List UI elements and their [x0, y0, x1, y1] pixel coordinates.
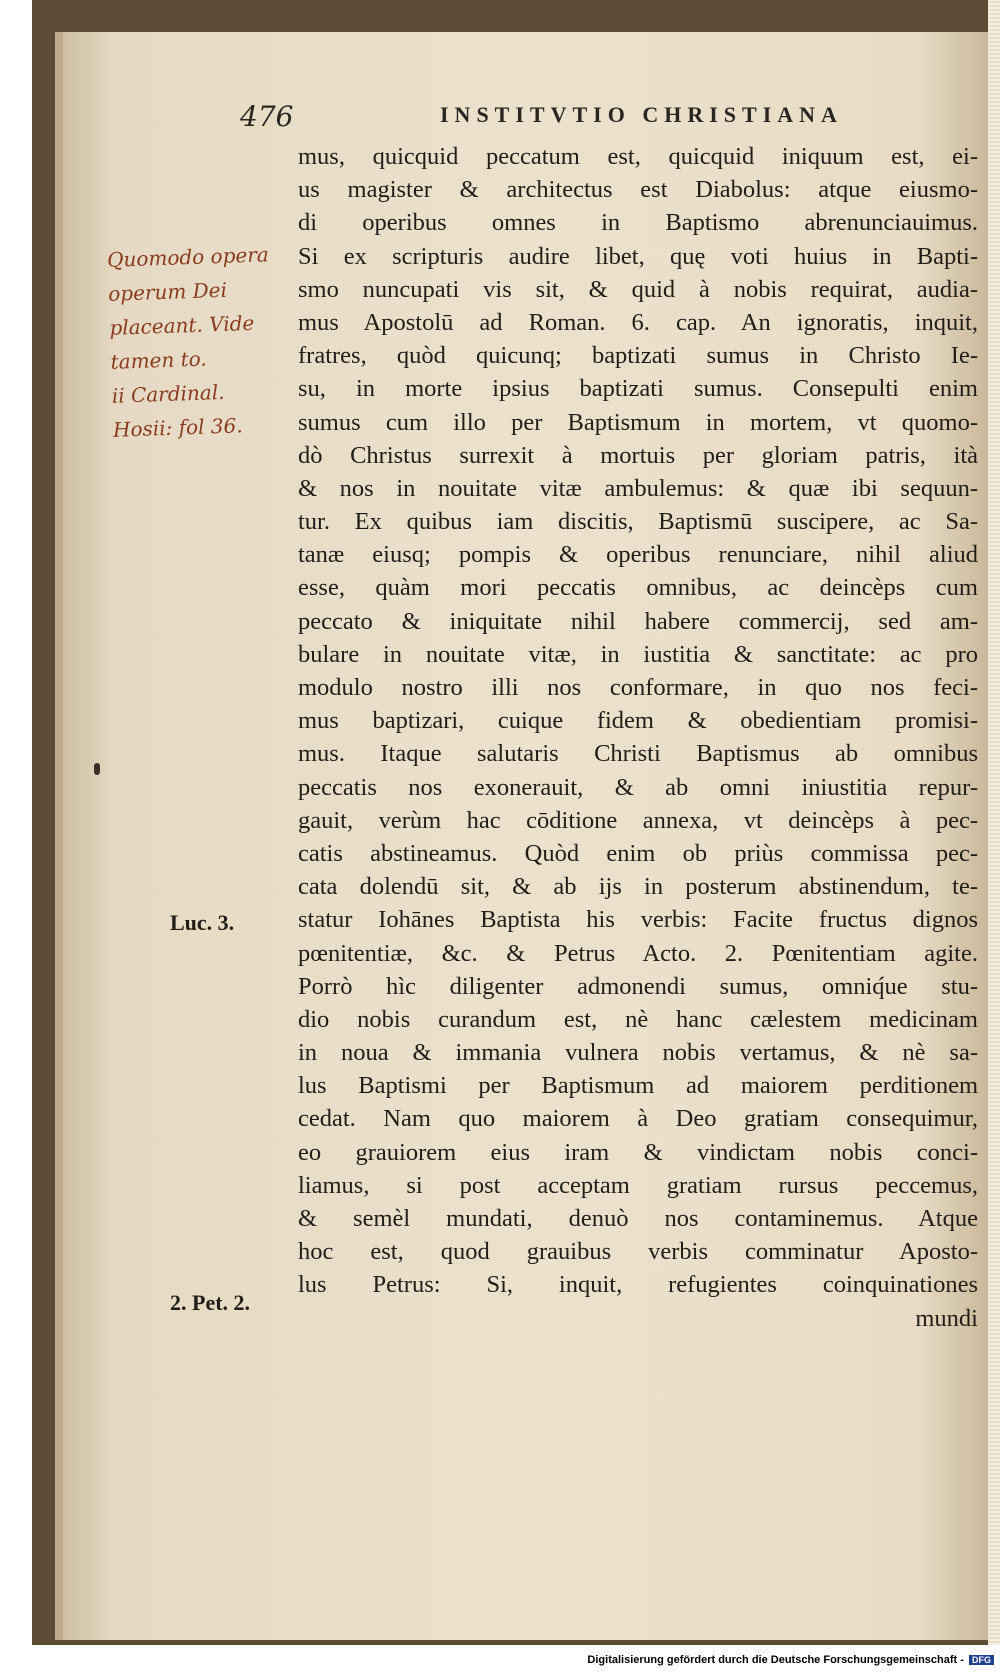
- body-line: mundi: [915, 1304, 978, 1332]
- body-line: lus Baptismi per Baptismum ad maiorem perditionem: [298, 1072, 978, 1100]
- body-line: tanæ eiusq; pompis & operibus renunciare, nihil aliud: [298, 541, 978, 569]
- body-line: bulare in nouitate vitæ, in iustitia & sanctitate: ac pro: [298, 640, 978, 668]
- body-line: liamus, si post acceptam gratiam rursus peccemus,: [298, 1171, 978, 1199]
- page-fore-edge: [988, 0, 1000, 1645]
- handwritten-margin-note: [106, 237, 278, 447]
- body-line: mus, quicquid peccatum est, quicquid iniquum est, ei-: [298, 143, 978, 170]
- body-line: statur Iohānes Baptista his verbis: Facite fructus dignos: [298, 906, 978, 934]
- page-number: 476: [240, 100, 294, 133]
- body-line: peccatis nos exonerauit, & ab omni iniustitia repur-: [298, 773, 978, 801]
- handwritten-line: operum Dei: [107, 277, 228, 306]
- body-line: mus Apostolū ad Roman. 6. cap. An ignoratis, inquit,: [298, 308, 978, 336]
- body-line: smo nuncupati vis sit, & quid à nobis requirat, audia-: [298, 275, 978, 303]
- body-line: su, in morte ipsius baptizati sumus. Consepulti enim: [298, 375, 978, 403]
- handwritten-line: Hosii: fol 36.: [112, 413, 243, 442]
- body-text: [298, 140, 978, 1335]
- body-line: sumus cum illo per Baptismum in mortem, vt quomo-: [298, 408, 978, 436]
- body-line: fratres, quòd quicunq; baptizati sumus in Christo Ie-: [298, 342, 978, 370]
- body-line: peccato & iniquitate nihil habere commercij, sed am-: [298, 607, 978, 635]
- body-line: cedat. Nam quo maiorem à Deo gratiam consequimur,: [298, 1105, 978, 1133]
- body-line: hoc est, quod grauibus verbis comminatur Aposto-: [298, 1238, 978, 1266]
- body-line: dio nobis curandum est, nè hanc cælestem medicinam: [298, 1005, 978, 1033]
- handwritten-line: Quomodo opera: [106, 242, 270, 272]
- page-header: [240, 100, 940, 133]
- body-line: & semèl mundati, denuò nos contaminemus. Atque: [298, 1205, 978, 1232]
- body-line: di operibus omnes in Baptismo abrenunciauimus.: [298, 209, 978, 237]
- digitization-credit: [587, 1654, 994, 1666]
- body-line: cata dolendū sit, & ab ijs in posterum abstinendum, te-: [298, 873, 978, 901]
- credit-text: Digitalisierung gefördert durch die Deutsche Forschungsgemeinschaft -: [587, 1654, 964, 1666]
- margin-reference-peter: 2. Pet. 2.: [170, 1290, 251, 1315]
- body-line: us magister & architectus est Diabolus: atque eiusmo-: [298, 176, 978, 204]
- body-line: eo grauiorem eius iram & vindictam nobis conci-: [298, 1138, 978, 1166]
- body-line: dò Christus surrexit à mortuis per gloriam patris, ità: [298, 441, 978, 469]
- ink-mark: [94, 763, 100, 775]
- margin-reference-luke: Luc. 3.: [170, 910, 235, 935]
- body-line: modulo nostro illi nos conformare, in quo nos feci-: [298, 674, 978, 701]
- body-line: & nos in nouitate vitæ ambulemus: & quæ ibi sequun-: [298, 474, 978, 502]
- body-line: tur. Ex quibus iam discitis, Baptismū suscipere, ac Sa-: [298, 508, 978, 536]
- handwritten-line: ii Cardinal.: [111, 379, 225, 408]
- body-line: Porrò hìc diligenter admonendi sumus, omniq́ue stu-: [298, 972, 978, 1000]
- body-line: gauit, verùm hac cōditione annexa, vt deincèps à pec-: [298, 806, 978, 834]
- handwritten-line: placeant. Vide: [109, 310, 255, 340]
- body-line: lus Petrus: Si, inquit, refugientes coinquinationes: [298, 1271, 978, 1299]
- body-line: mus baptizari, cuique fidem & obedientiam promisi-: [298, 707, 978, 735]
- body-line: Si ex scripturis audire libet, quę voti huius in Bapti-: [298, 242, 978, 270]
- dfg-logo: DFG: [969, 1655, 994, 1665]
- body-line: in noua & immania vulnera nobis vertamus, & nè sa-: [298, 1039, 978, 1067]
- body-line: esse, quàm mori peccatis omnibus, ac deincèps cum: [298, 574, 978, 602]
- running-title: INSTITVTIO CHRISTIANA: [440, 102, 843, 127]
- body-line: mus. Itaque salutaris Christi Baptismus ab omnibus: [298, 740, 978, 768]
- body-line: catis abstineamus. Quòd enim ob priùs commissa pec-: [298, 839, 978, 867]
- handwritten-line: tamen to.: [110, 346, 208, 374]
- body-line: pœnitentiæ, &c. & Petrus Acto. 2. Pœnitentiam agite.: [298, 939, 978, 967]
